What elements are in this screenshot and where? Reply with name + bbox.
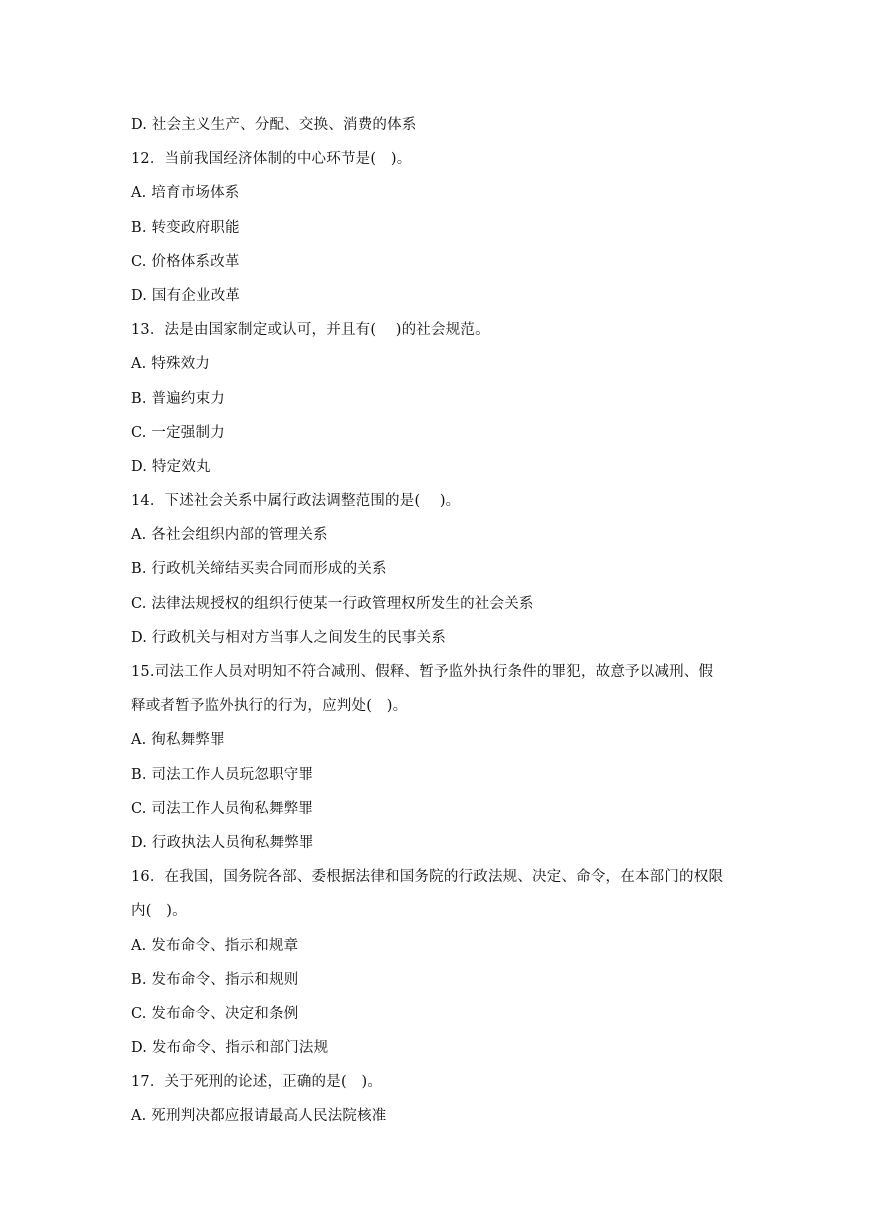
question-16-line-1: 16．在我国，国务院各部、委根据法律和国务院的行政法规、决定、命令，在本部门的权限 [131, 869, 724, 886]
option-d-q11: D. 社会主义生产、分配、交换、消费的体系 [131, 117, 417, 133]
option-d-q13: D. 特定效丸 [131, 458, 211, 475]
option-d-q15: D. 行政执法人员徇私舞弊罪 [131, 834, 314, 851]
option-c-q16: C. 发布命令、决定和条例 [131, 1005, 299, 1022]
option-d-q14: D. 行政机关与相对方当事人之间发生的民事关系 [131, 629, 446, 646]
option-c-q15: C. 司法工作人员徇私舞弊罪 [131, 800, 314, 817]
option-d-q12: D. 国有企业改革 [131, 287, 241, 304]
question-17: 17．关于死刑的论述，正确的是( )。 [131, 1074, 383, 1091]
document-body [131, 108, 743, 1134]
option-a-q15: A. 徇私舞弊罪 [131, 732, 225, 749]
option-b-q12: B. 转变政府职能 [131, 219, 240, 236]
option-d-q16: D. 发布命令、指示和部门法规 [131, 1040, 329, 1057]
question-12: 12．当前我国经济体制的中心环节是( )。 [131, 151, 412, 168]
option-b-q16: B. 发布命令、指示和规则 [131, 971, 299, 988]
option-a-q17: A. 死刑判决都应报请最高人民法院核准 [131, 1108, 387, 1125]
question-16-line-2: 内( )。 [131, 903, 187, 920]
question-14: 14．下述社会关系中属行政法调整范围的是( )。 [131, 493, 461, 510]
option-a-q13: A. 特殊效力 [131, 356, 211, 373]
question-15-line-2: 释或者暂予监外执行的行为，应判处( )。 [131, 698, 408, 715]
option-c-q12: C. 价格体系改革 [131, 253, 240, 270]
option-b-q13: B. 普遍约束力 [131, 390, 225, 407]
option-b-q15: B. 司法工作人员玩忽职守罪 [131, 766, 314, 783]
option-a-q16: A. 发布命令、指示和规章 [131, 937, 299, 954]
question-15-line-1: 15.司法工作人员对明知不符合减刑、假释、暂予监外执行条件的罪犯，故意予以减刑、假 [131, 664, 714, 680]
option-b-q14: B. 行政机关缔结买卖合同而形成的关系 [131, 561, 387, 578]
option-c-q14: C. 法律法规授权的组织行使某一行政管理权所发生的社会关系 [131, 595, 534, 612]
option-a-q12: A. 培育市场体系 [131, 185, 240, 202]
option-a-q14: A. 各社会组织内部的管理关系 [131, 527, 328, 544]
question-13: 13．法是由国家制定或认可，并且有( )的社会规范。 [131, 322, 490, 339]
option-c-q13: C. 一定强制力 [131, 424, 225, 441]
